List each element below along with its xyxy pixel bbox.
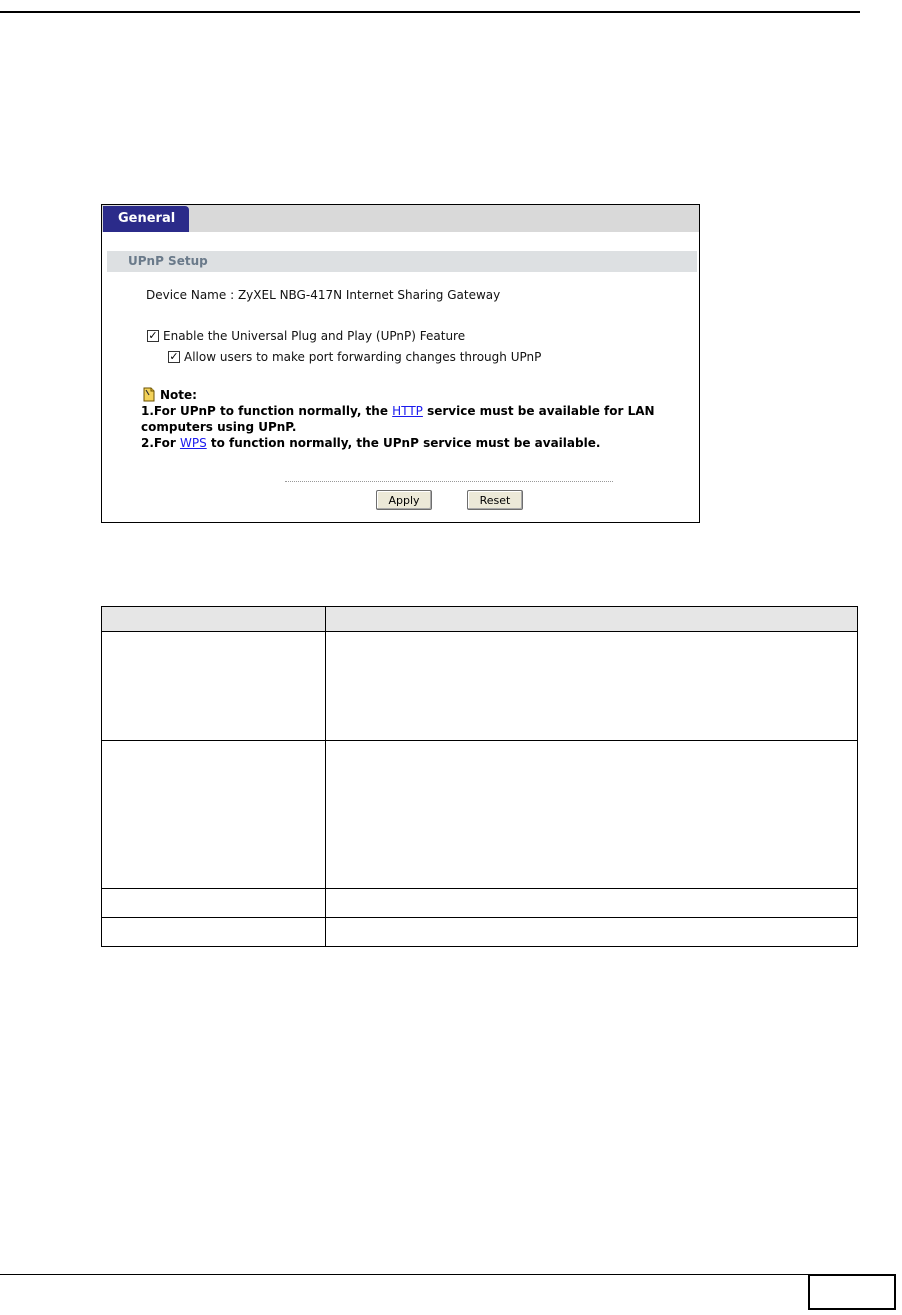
table-cell-label: [102, 918, 326, 947]
note-line-3: [141, 435, 655, 451]
upnp-screen-panel: [101, 204, 700, 523]
table-row: [102, 632, 858, 741]
table-cell-label: [102, 889, 326, 918]
note-line-3-prefix: 2.For: [141, 436, 180, 450]
http-link[interactable]: HTTP: [392, 404, 423, 418]
top-rule: [0, 11, 860, 13]
table-cell-description: [326, 632, 858, 741]
enable-upnp-label: Enable the Universal Plug and Play (UPnP) Feature: [163, 329, 466, 343]
section-header-upnp-setup: UPnP Setup: [107, 251, 697, 272]
note-line-1-suffix: service must be available for LAN: [422, 404, 655, 418]
enable-upnp-checkbox[interactable]: ✓: [148, 329, 158, 342]
table-cell-description: [326, 741, 858, 889]
enable-upnp-row: [147, 329, 465, 343]
table-cell-description: [326, 889, 858, 918]
device-name-separator: :: [226, 288, 238, 302]
note-block: [141, 387, 655, 451]
table-cell-description: [326, 918, 858, 947]
reset-button[interactable]: Reset: [467, 490, 523, 510]
button-divider: [285, 481, 613, 482]
table-header-description: [326, 607, 858, 632]
table-row: [102, 918, 858, 947]
wps-link[interactable]: WPS: [179, 436, 207, 450]
device-name-label: Device Name: [146, 288, 227, 302]
device-name-row: [146, 288, 500, 302]
allow-port-forwarding-label: Allow users to make port forwarding changes through UPnP: [184, 350, 542, 364]
note-title-row: [142, 387, 655, 402]
allow-port-forwarding-checkbox[interactable]: ✓: [169, 350, 179, 363]
tab-general[interactable]: General: [103, 206, 189, 232]
note-icon: [142, 387, 156, 402]
page-number-box: [808, 1274, 896, 1310]
tab-bar: [102, 205, 699, 232]
table-cell-label: [102, 741, 326, 889]
table-header-row: [102, 607, 858, 632]
note-line-1-prefix: 1.For UPnP to function normally, the: [141, 404, 393, 418]
field-description-table: [101, 606, 858, 947]
note-title: Note:: [160, 387, 197, 402]
note-line-2: computers using UPnP.: [141, 420, 297, 434]
table-row: [102, 741, 858, 889]
apply-button[interactable]: Apply: [376, 490, 432, 510]
device-name-value: ZyXEL NBG-417N Internet Sharing Gateway: [237, 288, 501, 302]
note-line-3-suffix: to function normally, the UPnP service must be available.: [206, 436, 601, 450]
table-row: [102, 889, 858, 918]
table-cell-label: [102, 632, 326, 741]
note-line-1: [141, 403, 655, 419]
allow-port-forwarding-row: [168, 350, 541, 364]
table-header-label: [102, 607, 326, 632]
footer-rule: [0, 1274, 808, 1275]
